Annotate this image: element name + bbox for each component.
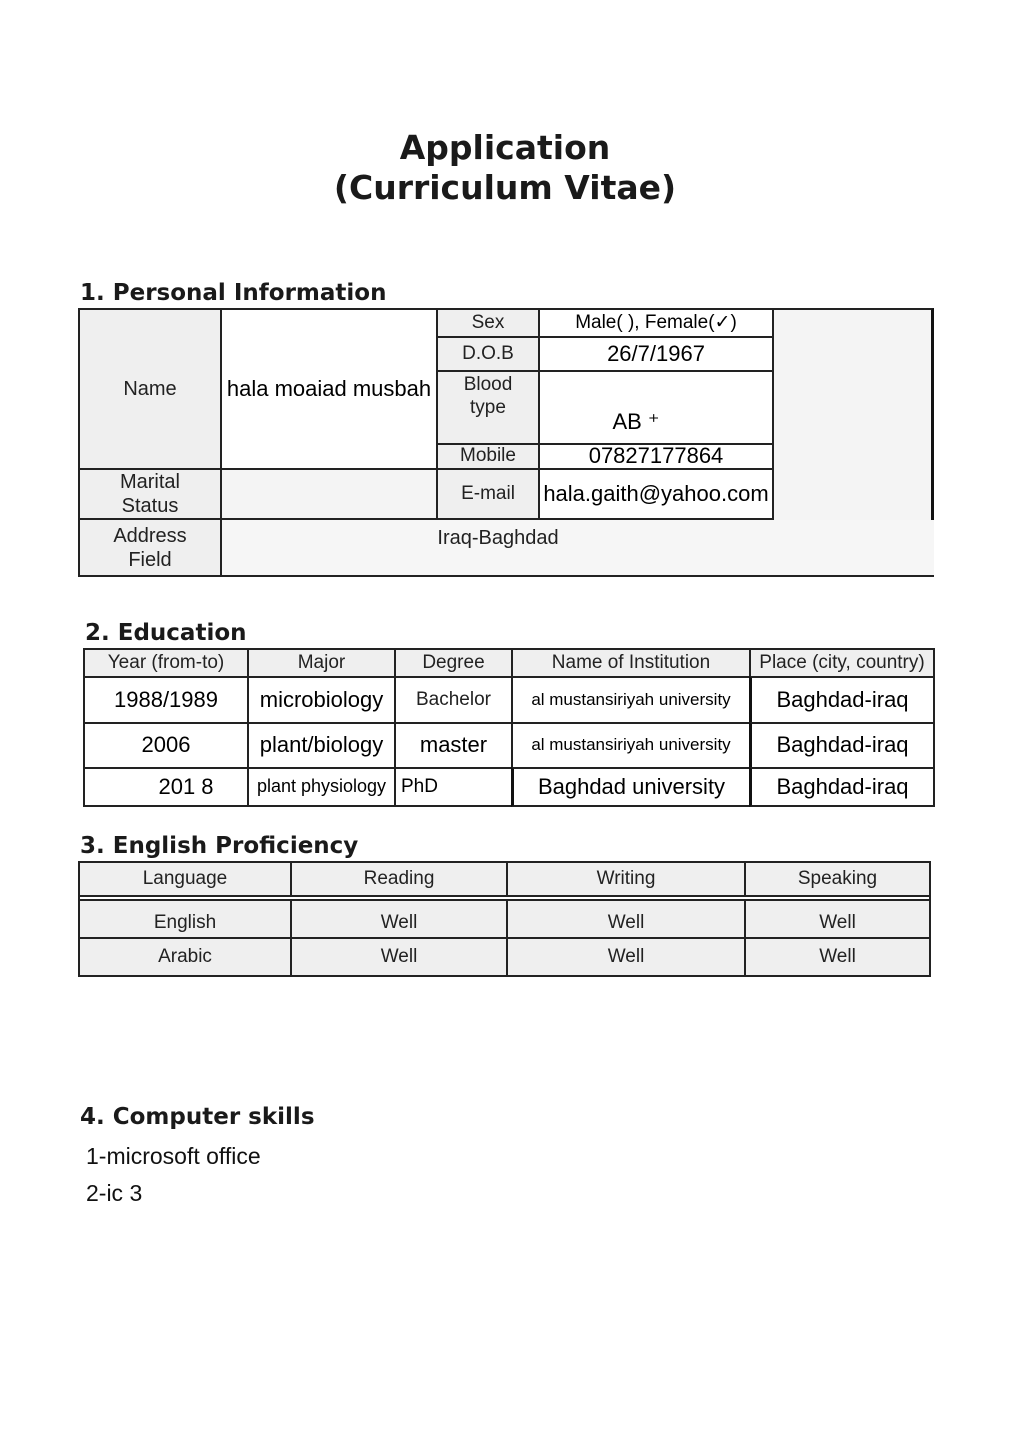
edu-col-degree: Degree	[394, 648, 511, 676]
computer-skill-item: 1-microsoft office	[86, 1143, 261, 1169]
edu-col-place: Place (city, country)	[749, 648, 935, 676]
edu-col-year: Year (from-to)	[83, 648, 247, 676]
edu-col-major: Major	[247, 648, 394, 676]
edu-row1-place: Baghdad-iraq	[749, 676, 935, 722]
title-line-2: (Curriculum Vitae)	[333, 168, 677, 207]
eng-row2-speaking: Well	[744, 937, 931, 977]
marital-label-line-1: Marital	[119, 471, 180, 493]
dob-value: 26/7/1967	[538, 336, 774, 370]
title-line-1: Application	[399, 128, 611, 167]
sex-value: Male( ), Female(✓)	[538, 308, 774, 336]
dob-label: D.O.B	[436, 336, 538, 370]
document-title	[0, 128, 1010, 208]
edu-row1-degree: Bachelor	[394, 676, 511, 722]
marital-status-label	[78, 468, 220, 518]
personal-info-side-area	[774, 308, 934, 520]
eng-row2-writing: Well	[506, 937, 744, 977]
edu-row3-institution: Baghdad university	[511, 767, 749, 807]
eng-row2-language: Arabic	[78, 937, 290, 977]
edu-row2-place: Baghdad-iraq	[749, 722, 935, 767]
edu-row3-place: Baghdad-iraq	[749, 767, 935, 807]
marital-status-value	[220, 468, 436, 518]
edu-row1-institution: al mustansiriyah university	[511, 676, 749, 722]
sex-label: Sex	[436, 308, 538, 336]
edu-row2-major: plant/biology	[247, 722, 394, 767]
address-text: Iraq-Baghdad	[437, 527, 559, 549]
edu-row3-major: plant physiology	[247, 767, 394, 807]
personal-info-heading: 1. Personal Information	[80, 280, 387, 306]
edu-row1-year: 1988/1989	[83, 676, 247, 722]
computer-skills-heading: 4. Computer skills	[80, 1104, 315, 1130]
address-label-line-2: Field	[128, 548, 172, 571]
blood-type-label	[436, 370, 538, 443]
address-label	[78, 518, 220, 577]
name-value: hala moaiad musbah	[220, 308, 436, 468]
eng-row1-speaking: Well	[744, 899, 931, 937]
eng-row2-reading: Well	[290, 937, 506, 977]
eng-row1-language: English	[78, 899, 290, 937]
eng-row1-writing: Well	[506, 899, 744, 937]
eng-col-writing: Writing	[506, 861, 744, 895]
name-label: Name	[78, 308, 220, 468]
edu-row2-year: 2006	[83, 722, 247, 767]
computer-skill-item: 2-ic 3	[86, 1180, 143, 1206]
eng-col-language: Language	[78, 861, 290, 895]
mobile-value: 07827177864	[538, 443, 774, 468]
edu-row2-degree: master	[394, 722, 511, 767]
blood-label-line-2: type	[470, 396, 506, 418]
eng-row1-reading: Well	[290, 899, 506, 937]
edu-row1-major: microbiology	[247, 676, 394, 722]
blood-label-line-1: Blood	[463, 374, 513, 395]
email-label: E-mail	[436, 468, 538, 518]
edu-row2-institution: al mustansiriyah university	[511, 722, 749, 767]
address-value	[220, 518, 934, 577]
edu-row3-degree: PhD	[394, 767, 511, 807]
edu-row3-year: 201 8	[83, 767, 247, 807]
edu-col-institution: Name of Institution	[511, 648, 749, 676]
blood-type-value: AB ⁺	[538, 370, 774, 443]
email-value: hala.gaith@yahoo.com	[538, 468, 774, 518]
eng-col-speaking: Speaking	[744, 861, 931, 895]
eng-col-reading: Reading	[290, 861, 506, 895]
education-heading: 2. Education	[85, 620, 247, 646]
address-label-line-1: Address	[113, 524, 187, 547]
english-proficiency-heading: 3. English Proficiency	[80, 833, 359, 859]
mobile-label: Mobile	[436, 443, 538, 468]
marital-label-line-2: Status	[121, 495, 179, 517]
